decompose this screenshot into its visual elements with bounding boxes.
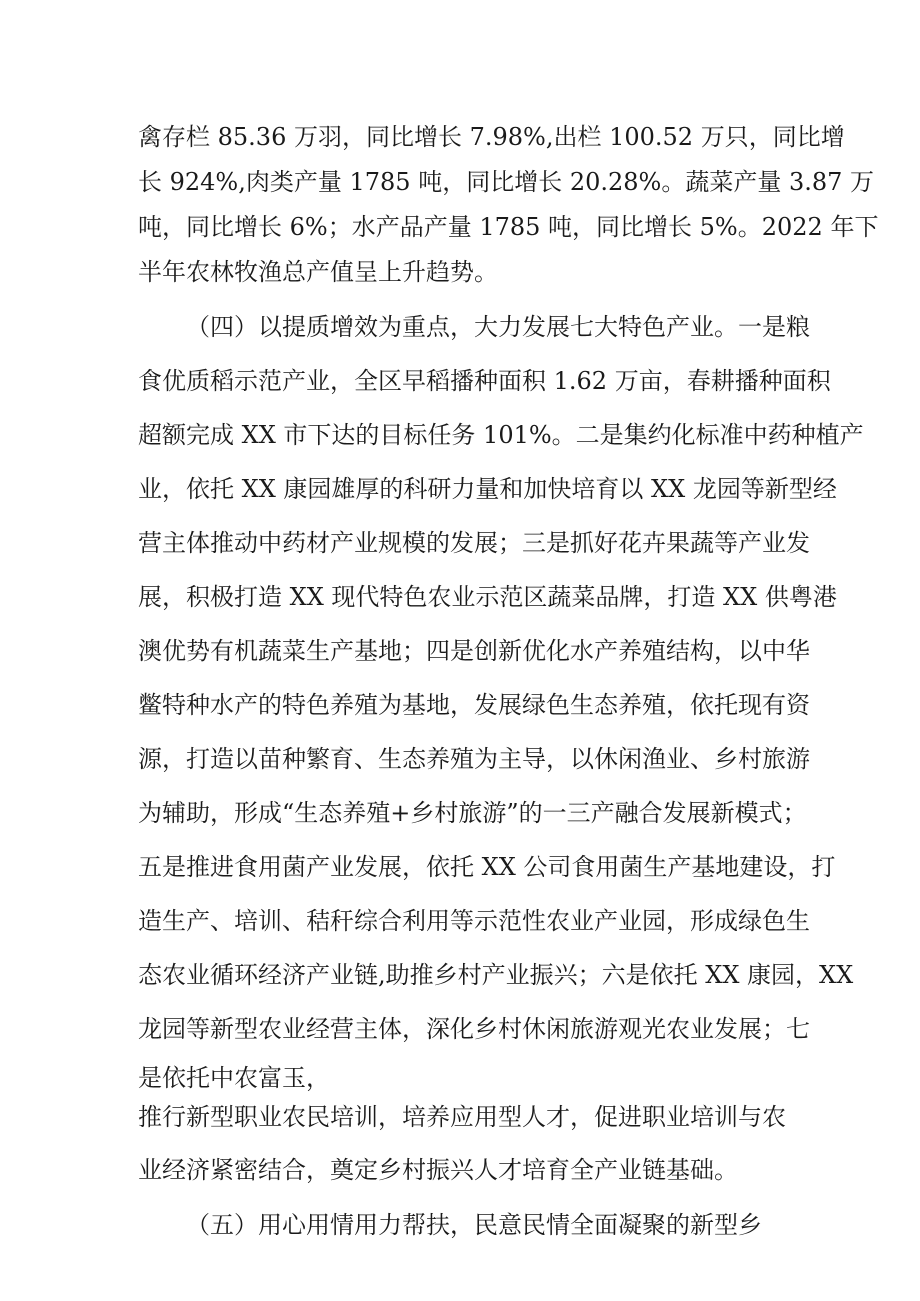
text-line-18: 龙园等新型农业经营主体，深化乡村休闲旅游观光农业发展；七 bbox=[138, 1015, 810, 1043]
text-line-10: 展，积极打造 XX 现代特色农业示范区蔬菜品牌，打造 XX 供粤港 bbox=[138, 583, 837, 611]
text-line-14: 为辅助，形成“生态养殖+乡村旅游”的一三产融合发展新模式； bbox=[138, 799, 807, 827]
section-four-heading-line: （四）以提质增效为重点，大力发展七大特色产业。一是粮 bbox=[186, 313, 810, 341]
text-line-16: 造生产、培训、秸秆综合利用等示范性农业产业园，形成绿色生 bbox=[138, 907, 810, 935]
text-line-15: 五是推进食用菌产业发展，依托 XX 公司食用菌生产基地建设，打 bbox=[138, 853, 836, 881]
text-line-9: 营主体推动中药材产业规模的发展；三是抓好花卉果蔬等产业发 bbox=[138, 529, 810, 557]
text-line-1: 禽存栏 85.36 万羽，同比增长 7.98%,出栏 100.52 万只，同比增 bbox=[138, 123, 845, 151]
text-line-2: 长 924%,肉类产量 1785 吨，同比增长 20.28%。蔬菜产量 3.87 万 bbox=[138, 168, 875, 196]
text-line-4: 半年农林牧渔总产值呈上升趋势。 bbox=[138, 258, 498, 286]
text-line-11: 澳优势有机蔬菜生产基地；四是创新优化水产养殖结构，以中华 bbox=[138, 637, 810, 665]
text-line-20: 推行新型职业农民培训，培养应用型人才，促进职业培训与农 bbox=[138, 1103, 786, 1131]
text-line-3: 吨，同比增长 6%；水产品产量 1785 吨，同比增长 5%。2022 年下 bbox=[138, 213, 879, 241]
text-line-13: 源，打造以苗种繁育、生态养殖为主导，以休闲渔业、乡村旅游 bbox=[138, 745, 810, 773]
text-line-12: 鳖特种水产的特色养殖为基地，发展绿色生态养殖，依托现有资 bbox=[138, 691, 810, 719]
text-line-19: 是依托中农富玉， bbox=[138, 1064, 330, 1092]
text-line-21: 业经济紧密结合，奠定乡村振兴人才培育全产业链基础。 bbox=[138, 1156, 738, 1184]
section-five-heading-line: （五）用心用情用力帮扶，民意民情全面凝聚的新型乡 bbox=[186, 1211, 762, 1239]
text-line-6: 食优质稻示范产业，全区早稻播种面积 1.62 万亩，春耕播种面积 bbox=[138, 367, 831, 395]
text-line-8: 业，依托 XX 康园雄厚的科研力量和加快培育以 XX 龙园等新型经 bbox=[138, 475, 837, 503]
text-line-17: 态农业循环经济产业链,助推乡村产业振兴；六是依托 XX 康园，XX bbox=[138, 961, 854, 989]
text-line-7: 超额完成 XX 市下达的目标任务 101%。二是集约化标准中药种植产 bbox=[138, 421, 864, 449]
